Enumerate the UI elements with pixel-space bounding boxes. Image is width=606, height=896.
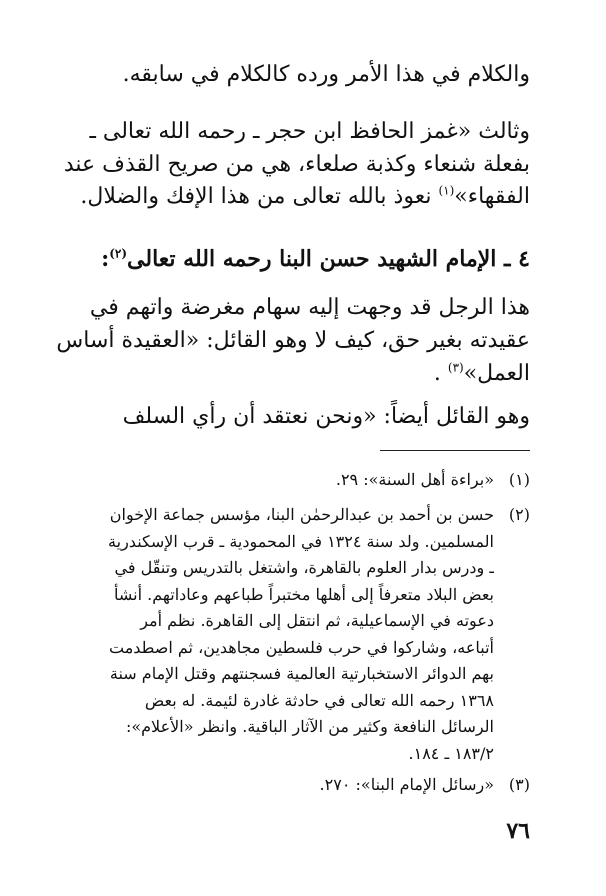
footnote-ref-3[interactable]: (٣) (447, 360, 464, 375)
heading-text: ٤ ـ الإمام الشهيد حسن البنا رحمه الله تعالى (127, 246, 530, 272)
body-text: هذا الرجل قد وجهت إليه سهام مغرضة واتهم في (89, 295, 530, 320)
body-line-8 (434, 357, 530, 391)
footnote-2 (52, 502, 530, 767)
body-line-7 (52, 324, 530, 358)
body-line-2 (52, 115, 530, 149)
footnote-number: (٣) (508, 775, 530, 794)
footnote-line: بهم الدوائر الاستخبارتية العالمية فسجنتهم وقتل الإمام سنة (109, 664, 494, 683)
footnote-line: «رسائل الإمام البنا»: ٢٧٠. (319, 775, 494, 794)
body-text: وثالث «غمز الحافظ ابن حجر ـ رحمه الله تعالى ـ (89, 119, 530, 144)
footnote-ref-1[interactable]: (١) (438, 183, 455, 198)
footnote-line: المسلمين. ولد سنة ١٣٢٤ في المحمودية ـ قرب الإسكندرية (108, 531, 494, 551)
body-line-3 (52, 148, 530, 182)
body-text: نعوذ بالله تعالى من هذا الإفك والضلال. (80, 184, 432, 209)
body-line-6 (52, 291, 530, 325)
footnote-body (52, 772, 494, 799)
footnote-line: الرسائل النافعة وكثير من الآثار الباقية. وانظر «الأعلام»: (125, 717, 494, 736)
footnote-line: حسن بن أحمد بن عبدالرحمٰن البنا، مؤسس جماعة الإخوان (109, 505, 494, 524)
footnote-body (52, 467, 494, 494)
footnote-body (52, 502, 494, 767)
body-line-9 (52, 400, 530, 434)
footnote-ref-2[interactable]: (٢) (109, 246, 128, 261)
footnote-number: (١) (508, 470, 530, 489)
body-line-1 (123, 58, 530, 92)
body-text: وهو القائل أيضاً: «ونحن نعتقد أن رأي السلف (122, 404, 530, 429)
footnote-line: بعض البلاد متعرفاً إلى أهلها مختبراً طباعهم وعاداتهم. أنشأ (114, 584, 494, 604)
book-page (52, 0, 530, 896)
body-text: والكلام في هذا الأمر ورده كالكلام في سابقه. (122, 62, 530, 87)
page-number: ٧٦ (506, 818, 530, 844)
section-heading (101, 242, 530, 276)
body-text: . (433, 361, 441, 386)
footnote-separator (380, 450, 530, 451)
footnote-line: ـ ودرس بدار العلوم بالقاهرة، واشتغل بالتدريس وتنقّل في (114, 558, 494, 577)
body-text: عقيدته بغير حق، كيف لا وهو القائل: «العقيدة أساس (56, 328, 530, 353)
heading-colon: : (101, 246, 110, 272)
body-text: الفقهاء» (454, 184, 530, 209)
body-text: بفعلة شنعاء وكذبة صلعاء، هي من صريح القذف عند (63, 152, 530, 177)
footnote-line: ١٣٦٨ رحمه الله تعالى في حادثة غادرة لئيمة. له بعض (144, 690, 494, 710)
body-line-4 (80, 180, 530, 214)
footnote-line: دعوته في الإسماعيلية، ثم انتقل إلى القاهرة. نظم أمر (140, 611, 494, 630)
footnote-3 (52, 772, 530, 799)
body-text: العمل» (463, 361, 530, 386)
footnote-line: «براءة أهل السنة»: ٢٩. (335, 470, 494, 489)
footnote-number: (٢) (508, 505, 530, 524)
footnote-line: أتباعه، وشاركوا في حرب فلسطين مجاهدين، ثم اصطدمت (108, 637, 494, 657)
footnote-line: ١٨٣/٢ ـ ١٨٤. (408, 743, 494, 763)
footnote-1 (52, 467, 530, 494)
